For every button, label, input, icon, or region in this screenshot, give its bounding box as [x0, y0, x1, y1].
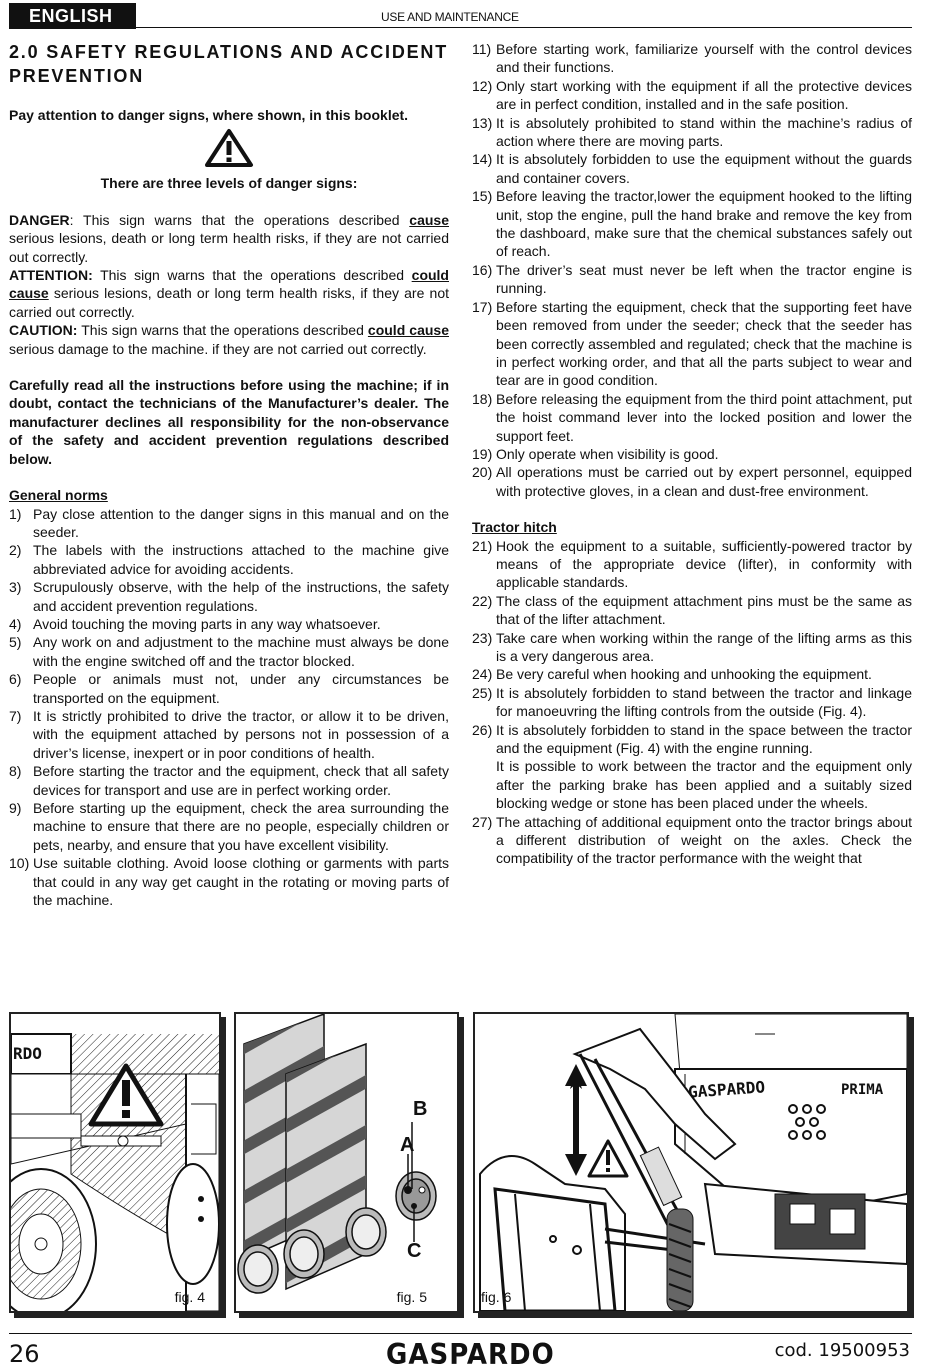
list-item-text: The driver’s seat must never be left when the tractor engine is running. [496, 261, 912, 297]
list-item-text: Only start working with the equipment if all the protective devices are in perfect condition, installed and in the safe position. [496, 77, 912, 113]
list-item-number: 11) [472, 41, 492, 57]
list-item-text: Only operate when visibility is good. [496, 445, 719, 462]
list-item [472, 77, 912, 114]
tractor-hitch-list [472, 537, 912, 868]
figure-6 [473, 1012, 909, 1313]
figure-5 [234, 1012, 459, 1313]
list-item-number: 21) [472, 537, 493, 554]
list-item-number: 7) [9, 707, 22, 724]
fig5-label-c: C [407, 1240, 422, 1262]
attention-underline: could cause [9, 267, 449, 302]
list-item [472, 261, 912, 298]
section-title: 2.0 SAFETY REGULATIONS AND ACCIDENT PREVENTION [9, 42, 449, 86]
list-item-number: 26) [472, 721, 493, 738]
fig5-label-b: B [413, 1098, 428, 1120]
fig5-label-a: A [400, 1134, 415, 1156]
list-item-text: Pay close attention to the danger signs in this manual and on the seeder. [33, 505, 449, 540]
list-item-number: 24) [472, 666, 493, 683]
left-column [9, 40, 449, 909]
page-number: 26 [9, 1340, 40, 1368]
list-item [472, 592, 912, 629]
fig5-illustration [236, 1014, 457, 1311]
list-item-number: 9) [9, 800, 22, 816]
list-item [9, 541, 449, 578]
list-item-number: 1) [9, 505, 22, 522]
list-item [472, 629, 912, 666]
list-item [472, 757, 912, 812]
list-item-text: It is possible to work between the tractor and the equipment only after the parking brake has been applied and a suitably sized blocking wedge or stone has been placed under the wheels. [496, 758, 912, 812]
general-norms-list [9, 505, 449, 910]
list-item-text: Be very careful when hooking and unhooking the equipment. [496, 666, 872, 683]
list-item-text: Hook the equipment to a suitable, sufficiently-powered tractor by means of the appropriate device (lifter), in conformity with applicable standards. [496, 537, 912, 591]
list-item-number: 16) [472, 261, 493, 278]
list-item [9, 762, 449, 799]
danger-underline: cause [409, 211, 449, 228]
intro-text: Pay attention to danger signs, where shown, in this booklet. [9, 107, 409, 123]
list-item-text: Scrupulously observe, with the help of the instructions, the safety and accident prevention regulations. [33, 579, 449, 614]
list-item [472, 684, 912, 721]
list-item-number: 15) [472, 188, 493, 205]
list-item [472, 187, 912, 261]
list-item-number: 8) [9, 763, 22, 780]
document-code: cod. 19500953 [774, 1340, 910, 1361]
caution-label: CAUTION: [9, 322, 78, 339]
list-item [9, 670, 449, 707]
list-item-number: 19) [472, 445, 493, 462]
language-tab: ENGLISH [9, 3, 136, 29]
list-item-text: Before starting up the equipment, check the area surrounding the machine to ensure that there are no people, especially children or pets, nearby, and ensure that you have excellent visibility. [33, 800, 449, 853]
footer-rule [9, 1333, 912, 1334]
list-item-number: 13) [472, 114, 493, 131]
list-item-text: The labels with the instructions attached to the machine give abbreviated advice for avoiding accidents. [33, 542, 449, 577]
caution-text-b: serious damage to the machine. if they are not carried out correctly. [9, 340, 427, 357]
list-item-number: 5) [9, 634, 22, 651]
fig6-model-text: PRIMA [841, 1082, 884, 1098]
list-item-text: All operations must be carried out by expert personnel, equipped with protective gloves, in a clean and dust-free environment. [496, 464, 912, 499]
fig5-caption: fig. 5 [396, 1289, 427, 1305]
list-item-number: 12) [472, 77, 493, 94]
list-item [9, 615, 449, 633]
list-item-text: It is absolutely forbidden to use the equipment without the guards and container covers. [496, 151, 912, 186]
list-item [472, 813, 912, 868]
list-item [9, 707, 449, 762]
caution-text-a: This sign warns that the operations described [77, 322, 368, 339]
list-item-text: It is absolutely forbidden to stand between the tractor and linkage for manoeuvring the lifting controls from the outside (Fig. 4). [496, 684, 912, 720]
attention-label: ATTENTION: [9, 267, 93, 284]
list-item [472, 298, 912, 390]
danger-text-a: : This sign warns that the operations described [69, 211, 410, 228]
list-item-text: People or animals must not, under any circumstances be transported on the equipment. [33, 671, 449, 706]
list-item [9, 633, 449, 670]
list-item-text: The attaching of additional equipment onto the tractor brings about a different distribution of weight on the axles. Check the compatibility of the tractor performance with the weight that [496, 813, 912, 867]
norms-list-continued [472, 40, 912, 500]
brand-logo: GASPARDO [386, 1338, 555, 1372]
list-item-text: Before releasing the equipment from the third point attachment, put the hoist command lever into the locked position and lower the support feet. [496, 390, 912, 444]
header-rule [136, 27, 912, 28]
list-item-number: 6) [9, 671, 22, 688]
list-item-number: 27) [472, 813, 493, 830]
list-item-text: The class of the equipment attachment pins must be the same as that of the lifter attachment. [496, 592, 912, 628]
list-item-number: 3) [9, 579, 22, 596]
list-item-text: Before starting the equipment, check that the supporting feet have been removed from under the seeder; check that the seeder has been correctly assembled and regulated; check that the machine is in perfect working order, and that all the parts subject to wear and tear are in good condition. [496, 298, 912, 389]
list-item-text: It is strictly prohibited to drive the tractor, or allow it to be driven, with the equipment attached by persons not in possession of a driver’s license, inexpert or in poor conditions of health. [33, 707, 449, 761]
list-item [9, 799, 449, 854]
list-item [472, 40, 912, 77]
fig6-caption: fig. 6 [481, 1289, 512, 1305]
danger-definition [9, 211, 449, 266]
fig4-machine-text: RDO [13, 1044, 42, 1063]
list-item-number: 17) [472, 298, 493, 315]
list-item [472, 150, 912, 187]
list-item-text: Before starting the tractor and the equipment, check that all safety devices for transport and use are in perfect working order. [33, 763, 449, 798]
list-item-number: 10) [9, 855, 30, 872]
fig6-illustration [475, 1014, 907, 1311]
list-item-number: 4) [9, 615, 22, 632]
list-item-text: Use suitable clothing. Avoid loose clothing or garments with parts that could in any way get caught in the rotating or moving parts of the machine. [33, 855, 449, 909]
general-norms-heading: General norms [9, 487, 108, 504]
attention-text-b: serious lesions, death or long term health risks, if they are not carried out correctly. [9, 285, 449, 320]
fig6-brand-text: GASPARDO [687, 1077, 766, 1102]
list-item-number [472, 757, 496, 812]
list-item-text: It is absolutely forbidden to stand in the space between the tractor and the equipment (Fig. 4) with the engine running. [496, 721, 912, 757]
list-item-number: 18) [472, 390, 493, 407]
list-item-text: Before starting work, familiarize yourself with the control devices and their functions. [496, 41, 912, 76]
tractor-hitch-heading: Tractor hitch [472, 519, 557, 536]
list-item [9, 854, 449, 909]
list-item [9, 578, 449, 615]
list-item [472, 537, 912, 592]
list-item-text: Take care when working within the range of the lifting arms as this is a very dangerous area. [496, 629, 912, 664]
list-item [472, 390, 912, 445]
danger-label: DANGER [9, 211, 70, 228]
danger-levels-heading: There are three levels of danger signs: [100, 175, 358, 192]
fig4-illustration [11, 1014, 219, 1311]
list-item [472, 463, 912, 500]
list-item-number: 23) [472, 629, 493, 646]
figure-4 [9, 1012, 221, 1313]
list-item-number: 2) [9, 542, 22, 559]
attention-text-a: This sign warns that the operations described [92, 267, 412, 284]
list-item-text: It is absolutely prohibited to stand within the machine’s radius of action where there are moving parts. [496, 114, 912, 150]
danger-text-b: serious lesions, death or long term health risks, if they are not carried out correctly. [9, 230, 449, 265]
list-item-number: 14) [472, 151, 493, 168]
fig4-caption: fig. 4 [174, 1289, 205, 1305]
list-item-number: 22) [472, 592, 493, 609]
responsibility-paragraph: Carefully read all the instructions before using the machine; if in doubt, contact the technicians of the Manufacturer’s dealer. The manufacturer declines all responsibility for the non-observance of the safety and accident prevention regulations described below. [9, 377, 449, 467]
list-item-number: 20) [472, 464, 493, 481]
list-item [472, 114, 912, 151]
list-item [472, 665, 912, 683]
attention-definition [9, 266, 449, 321]
warning-triangle-icon [204, 128, 254, 168]
right-column [472, 40, 912, 868]
caution-underline: could cause [367, 322, 449, 339]
list-item-text: Any work on and adjustment to the machine must always be done with the engine switched off and the tractor blocked. [33, 634, 449, 669]
list-item [472, 721, 912, 758]
list-item [9, 505, 449, 542]
list-item-number: 25) [472, 684, 493, 701]
list-item-text: Avoid touching the moving parts in any way whatsoever. [33, 615, 381, 632]
caution-definition [9, 321, 449, 358]
list-item [472, 445, 912, 463]
list-item-text: Before leaving the tractor,lower the equipment hooked to the lifting unit, stop the engine, pull the hand brake and remove the key from the dashboard, make sure that the chemical substances safely out of reach. [496, 188, 912, 260]
header-section-title: USE AND MAINTENANCE [381, 10, 519, 24]
